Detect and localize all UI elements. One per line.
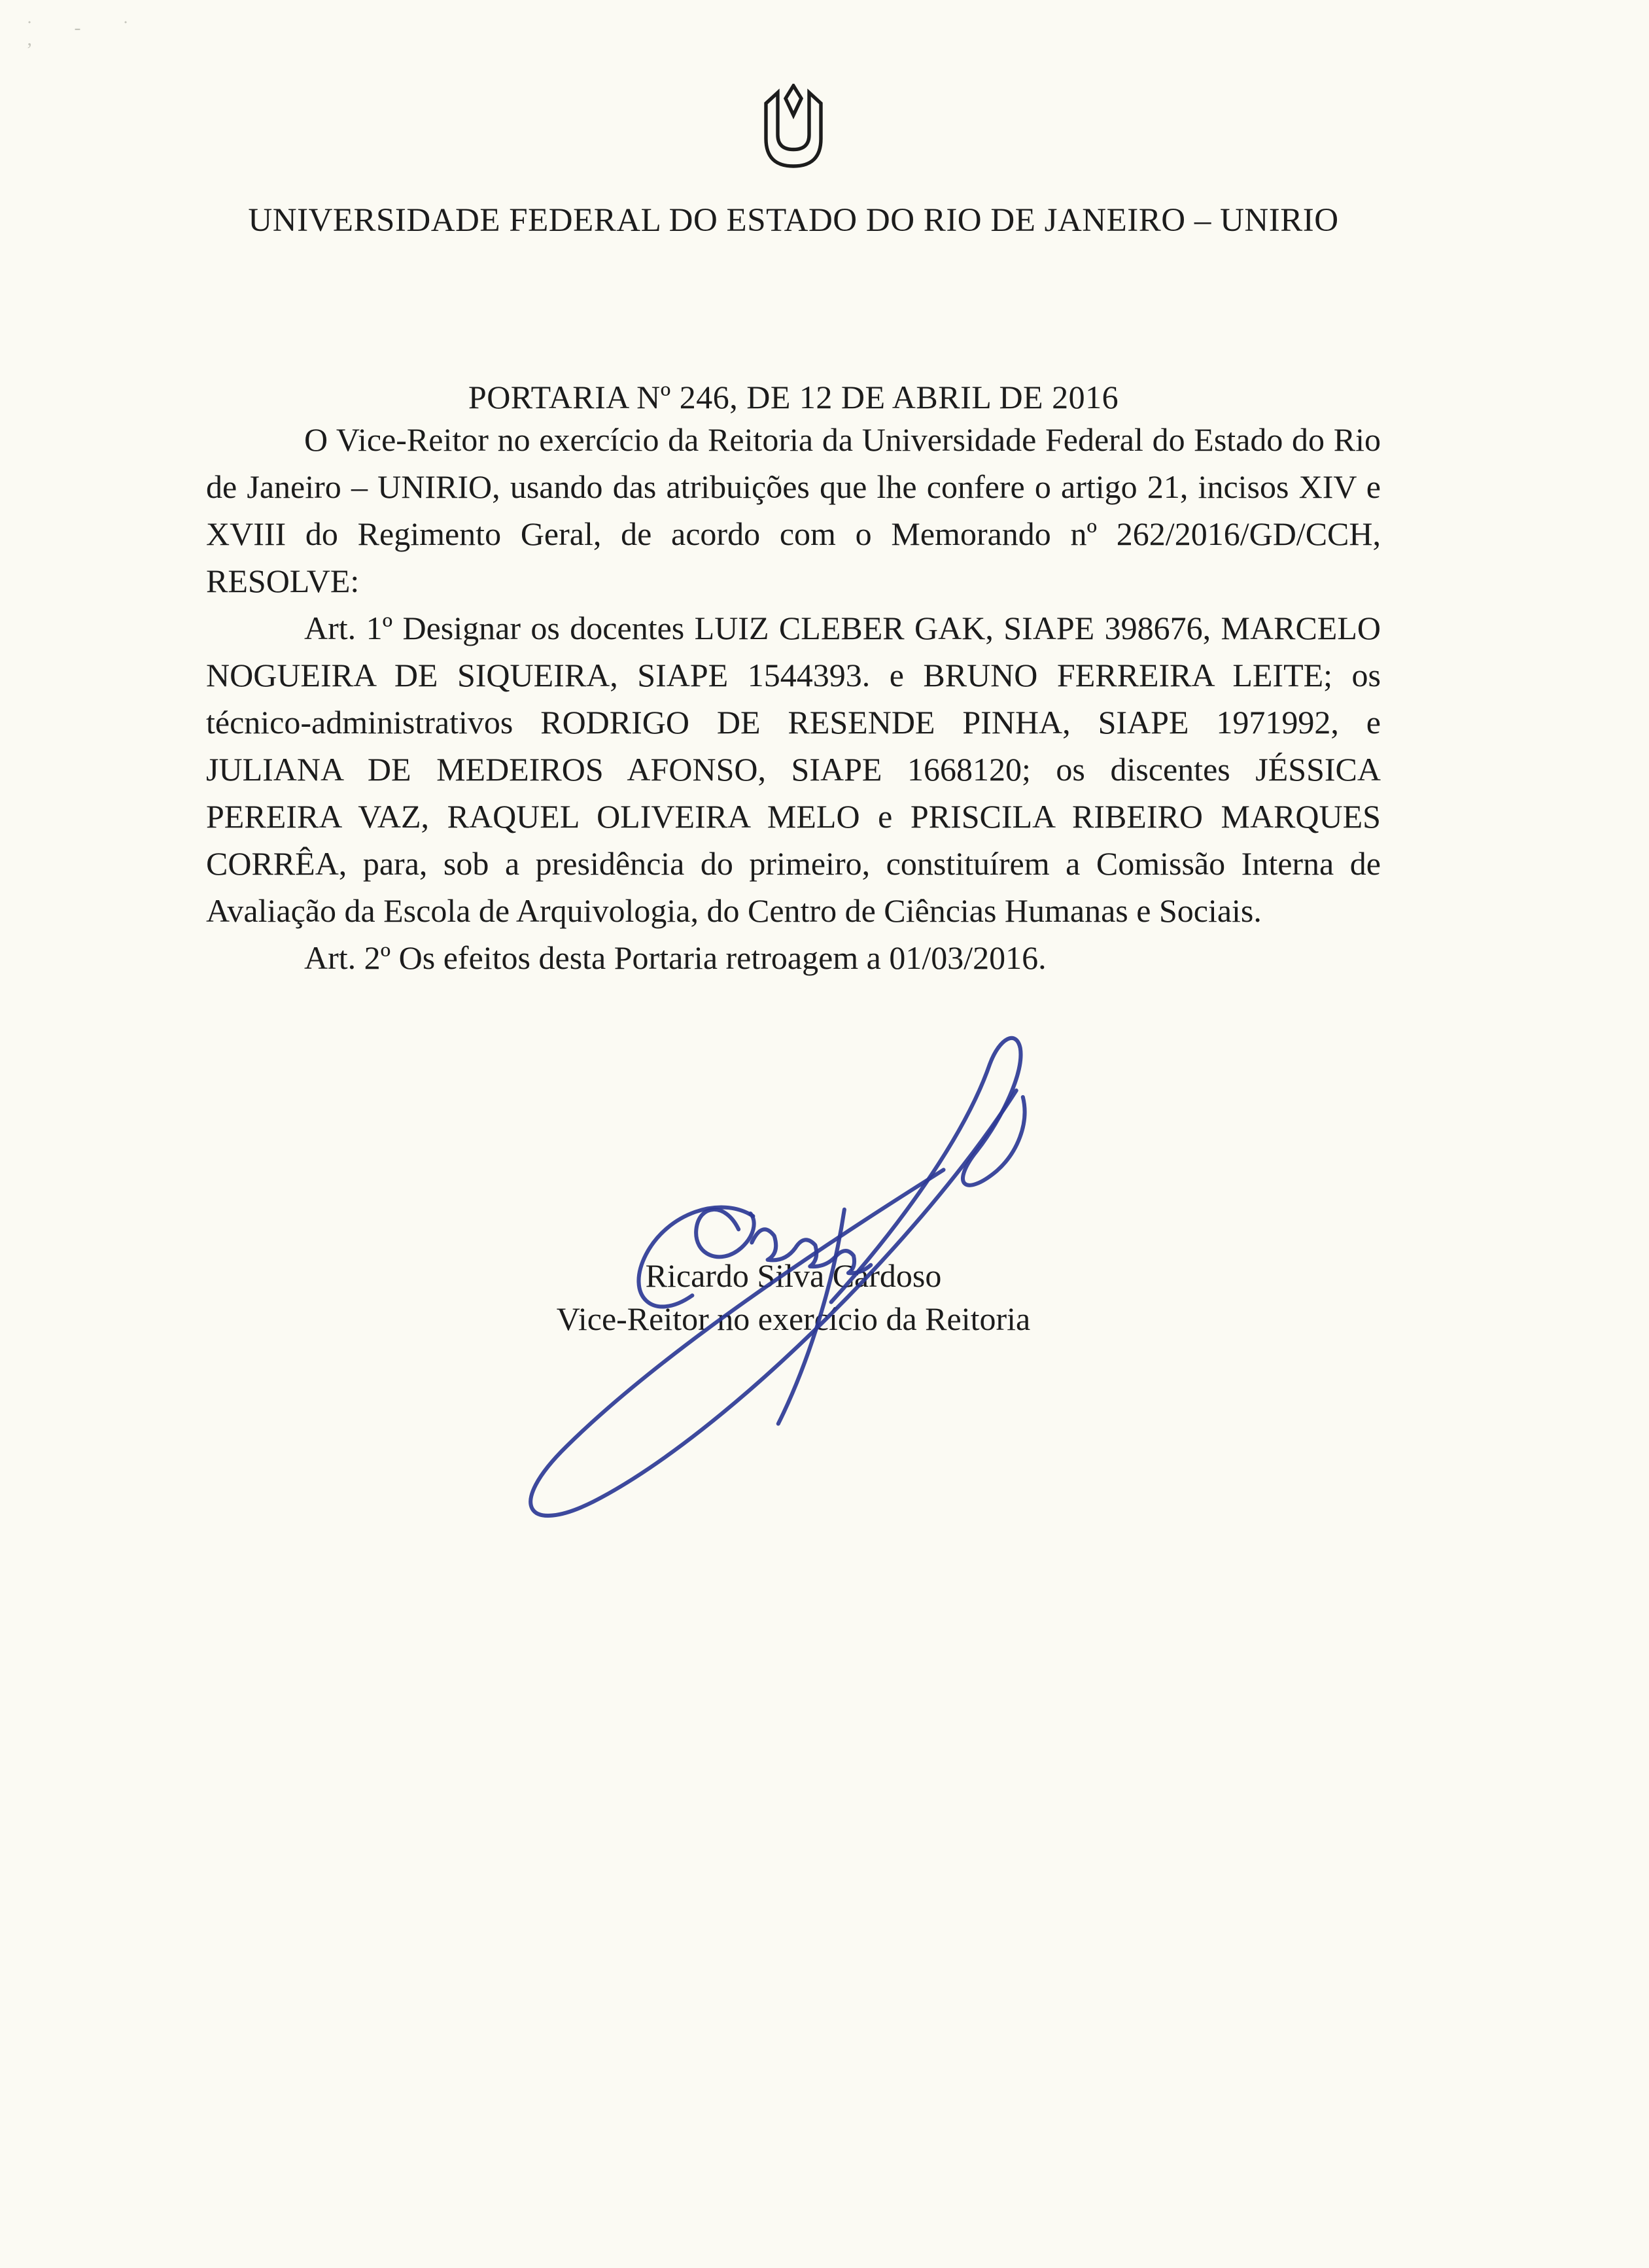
preamble-paragraph: O Vice-Reitor no exercício da Reitoria da Universidade Federal do Estado do Rio de Janeiro – UNIRIO, usando das atribuições que lhe confere o artigo 21, incisos XIV e XVIII do Regimento Geral, de acordo com o Memorando nº 262/2016/GD/CCH, RESOLVE:	[206, 421, 1381, 599]
scan-artifact-marks: ˙ ‐ ˙ ʼ	[26, 17, 147, 61]
document-body	[206, 416, 1381, 981]
institution-name: UNIVERSIDADE FEDERAL DO ESTADO DO RIO DE JANEIRO – UNIRIO	[248, 202, 1339, 239]
signatory-name: Ricardo Silva Cardoso	[645, 1257, 942, 1294]
unirio-logo-icon	[744, 84, 842, 194]
document-title: PORTARIA Nº 246, DE 12 DE ABRIL DE 2016	[468, 379, 1119, 415]
signature-block	[206, 1017, 1381, 1567]
signatory-role: Vice-Reitor no exercício da Reitoria	[556, 1300, 1031, 1337]
document-header	[206, 84, 1381, 239]
article-1-paragraph: Art. 1º Designar os docentes LUIZ CLEBER GAK, SIAPE 398676, MARCELO NOGUEIRA DE SIQUEIRA, SIAPE 1544393. e BRUNO FERREIRA LEITE; os técnico-administrativos RODRIGO DE RESENDE PINHA, SIAPE 1971992, e JULIANA DE MEDEIROS AFONSO, SIAPE 1668120; os discentes JÉSSICA PEREIRA VAZ, RAQUEL OLIVEIRA MELO e PRISCILA RIBEIRO MARQUES CORRÊA, para, sob a presidência do primeiro, constituírem a Comissão Interna de Avaliação da Escola de Arquivologia, do Centro de Ciências Humanas e Sociais.	[206, 610, 1381, 929]
article-2-paragraph: Art. 2º Os efeitos desta Portaria retroagem a 01/03/2016.	[304, 939, 1047, 976]
